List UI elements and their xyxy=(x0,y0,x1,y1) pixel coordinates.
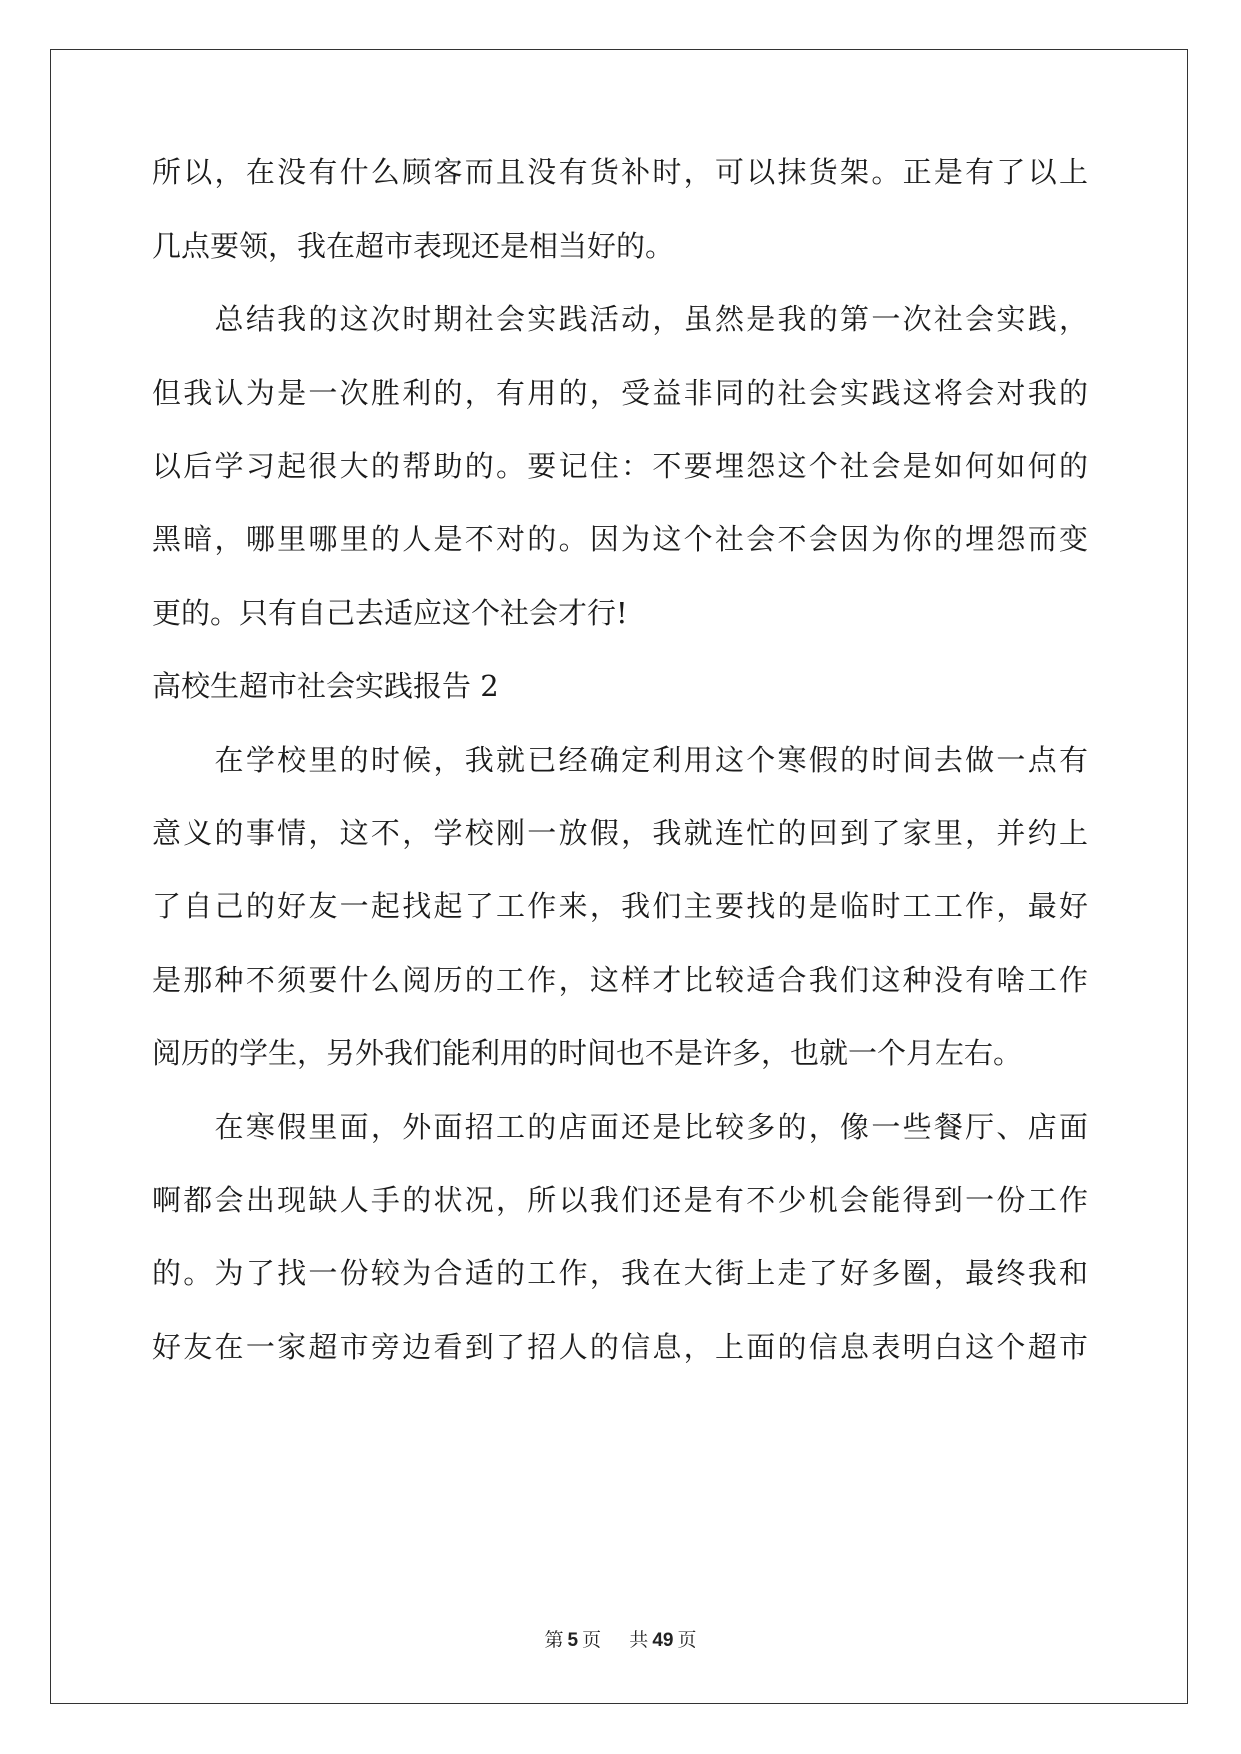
body-line-2: 几点要领，我在超市表现还是相当好的。 xyxy=(152,229,675,263)
body-line-14: 在寒假里面，外面招工的店面还是比较多的，像一些餐厅、店面 xyxy=(152,1110,1088,1144)
body-line-10: 意义的事情，这不，学校刚一放假，我就连忙的回到了家里，并约上 xyxy=(152,816,1088,850)
body-line-6: 黑暗，哪里哪里的人是不对的。因为这个社会不会因为你的埋怨而变 xyxy=(152,522,1088,556)
body-line-17: 好友在一家超市旁边看到了招人的信息，上面的信息表明白这个超市 xyxy=(152,1330,1088,1364)
page-frame xyxy=(50,49,1188,1704)
footer-prefix: 第 xyxy=(544,1629,564,1651)
footer-total-pages: 49 xyxy=(652,1630,674,1651)
body-line-3: 总结我的这次时期社会实践活动，虽然是我的第一次社会实践， xyxy=(152,302,1088,336)
footer-page-number: 5 xyxy=(567,1630,579,1651)
body-line-15: 啊都会出现缺人手的状况，所以我们还是有不少机会能得到一份工作 xyxy=(152,1183,1088,1217)
body-line-12: 是那种不须要什么阅历的工作，这样才比较适合我们这种没有啥工作 xyxy=(152,963,1088,997)
footer-total-suffix: 页 xyxy=(677,1629,697,1651)
page-footer xyxy=(0,1625,1241,1652)
body-line-4: 但我认为是一次胜利的，有用的，受益非同的社会实践这将会对我的 xyxy=(152,376,1088,410)
body-line-1: 所以，在没有什么顾客而且没有货补时，可以抹货架。正是有了以上 xyxy=(152,155,1088,189)
footer-page-suffix: 页 xyxy=(582,1629,602,1651)
body-line-11: 了自己的好友一起找起了工作来，我们主要找的是临时工工作，最好 xyxy=(152,889,1088,923)
section-heading: 高校生超市社会实践报告 2 xyxy=(152,669,499,703)
body-line-13: 阅历的学生，另外我们能利用的时间也不是许多，也就一个月左右。 xyxy=(152,1036,1023,1070)
body-line-16: 的。为了找一份较为合适的工作，我在大街上走了好多圈，最终我和 xyxy=(152,1256,1088,1290)
footer-total-prefix: 共 xyxy=(629,1629,649,1651)
body-line-5: 以后学习起很大的帮助的。要记住：不要埋怨这个社会是如何如何的 xyxy=(152,449,1088,483)
body-line-7: 更的。只有自己去适应这个社会才行! xyxy=(152,596,628,630)
body-line-9: 在学校里的时候，我就已经确定利用这个寒假的时间去做一点有 xyxy=(152,743,1088,777)
